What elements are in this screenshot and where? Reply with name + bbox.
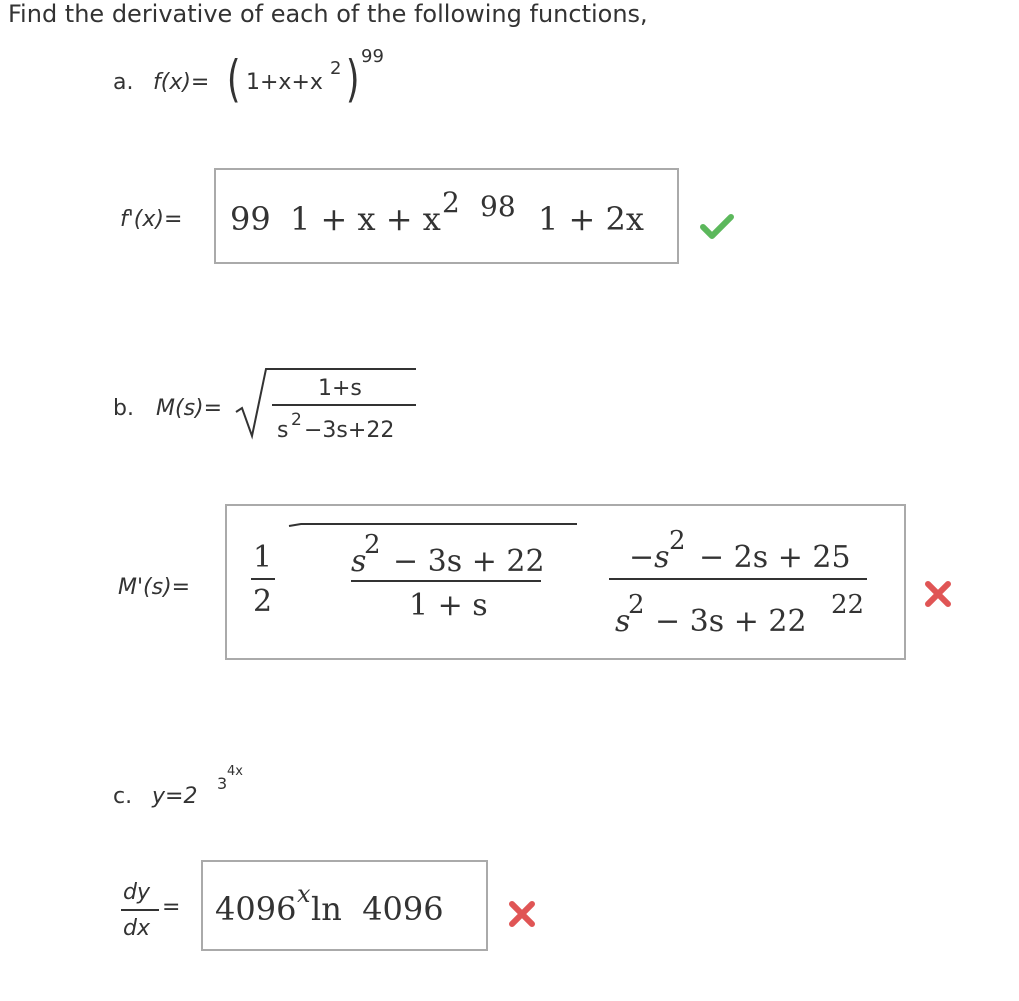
part-b-numerator: 1+s xyxy=(318,376,362,401)
answer-a-power: 98 xyxy=(480,190,516,223)
answer-a-coefficient: 99 xyxy=(230,200,271,238)
part-a-function-lhs: f(x)= xyxy=(153,70,210,95)
part-a-outer-exponent: 99 xyxy=(361,46,384,67)
part-c-answer-box[interactable] xyxy=(201,860,488,951)
part-b-answer-lhs: M'(s)= xyxy=(118,575,191,600)
answer-b-half-denominator: 2 xyxy=(253,584,273,619)
part-b-denominator-exponent: 2 xyxy=(291,410,302,430)
answer-c-exponent: x xyxy=(297,880,311,908)
answer-b-frac2-denominator-power: 22 xyxy=(831,590,865,620)
answer-b-half-numerator: 1 xyxy=(253,540,273,575)
dx-label: dx xyxy=(123,916,150,941)
answer-b-frac2-denominator-exponent: 2 xyxy=(628,590,645,620)
part-b-answer-box[interactable] xyxy=(225,504,906,660)
part-c-function-lhs: y=2 xyxy=(152,784,198,809)
answer-c-base: 4096 xyxy=(215,890,297,928)
instruction-text: Find the derivative of each of the following functions, xyxy=(8,0,648,28)
cross-icon xyxy=(508,900,536,928)
part-a-answer-box[interactable] xyxy=(214,168,679,264)
answer-a-base-exponent: 2 xyxy=(442,186,460,219)
part-c-label: c. xyxy=(113,784,133,809)
answer-b-frac2-bar xyxy=(609,578,867,580)
answer-b-root-numerator-rest: − 3s + 22 xyxy=(393,544,545,579)
part-c-exponent-4x: 4x xyxy=(227,764,243,779)
part-c-exponent-3: 3 xyxy=(217,774,228,793)
answer-b-root-numerator-exponent: 2 xyxy=(364,530,381,560)
dy-dx-bar xyxy=(121,909,159,911)
right-paren: ) xyxy=(345,50,360,108)
answer-b-root-fraction-bar xyxy=(351,580,541,582)
answer-b-frac2-denominator-s: s xyxy=(615,604,631,639)
part-a-label: a. xyxy=(113,70,134,95)
part-a-inner-exponent: 2 xyxy=(330,58,342,79)
answer-c-rest: ln 4096 xyxy=(311,890,444,928)
answer-a-base: 1 + x + x xyxy=(290,200,441,238)
answer-b-frac2-numerator-minus-s: −s xyxy=(629,540,670,575)
answer-b-frac2-numerator-rest: − 2s + 25 xyxy=(699,540,851,575)
check-icon xyxy=(700,212,734,240)
answer-b-root-numerator-s: s xyxy=(351,544,367,579)
answer-b-half-bar xyxy=(251,578,275,580)
part-a-inner-expression: 1+x+x xyxy=(246,70,323,95)
answer-b-root-denominator: 1 + s xyxy=(409,588,488,623)
dy-label: dy xyxy=(123,880,150,905)
part-b-denominator-rest: −3s+22 xyxy=(304,418,395,443)
answer-b-frac2-numerator-exponent: 2 xyxy=(669,526,686,556)
part-b-denominator-s: s xyxy=(277,418,289,443)
part-b-function-lhs: M(s)= xyxy=(156,396,223,421)
part-b-fraction-bar xyxy=(272,404,416,406)
part-a-answer-lhs: f'(x)= xyxy=(120,207,183,232)
part-b-label: b. xyxy=(113,396,134,421)
cross-icon xyxy=(924,580,952,608)
left-paren: ( xyxy=(226,50,241,108)
answer-b-frac2-denominator-rest: − 3s + 22 xyxy=(655,604,807,639)
answer-a-factor: 1 + 2x xyxy=(538,200,644,238)
equals-sign: = xyxy=(162,895,181,920)
